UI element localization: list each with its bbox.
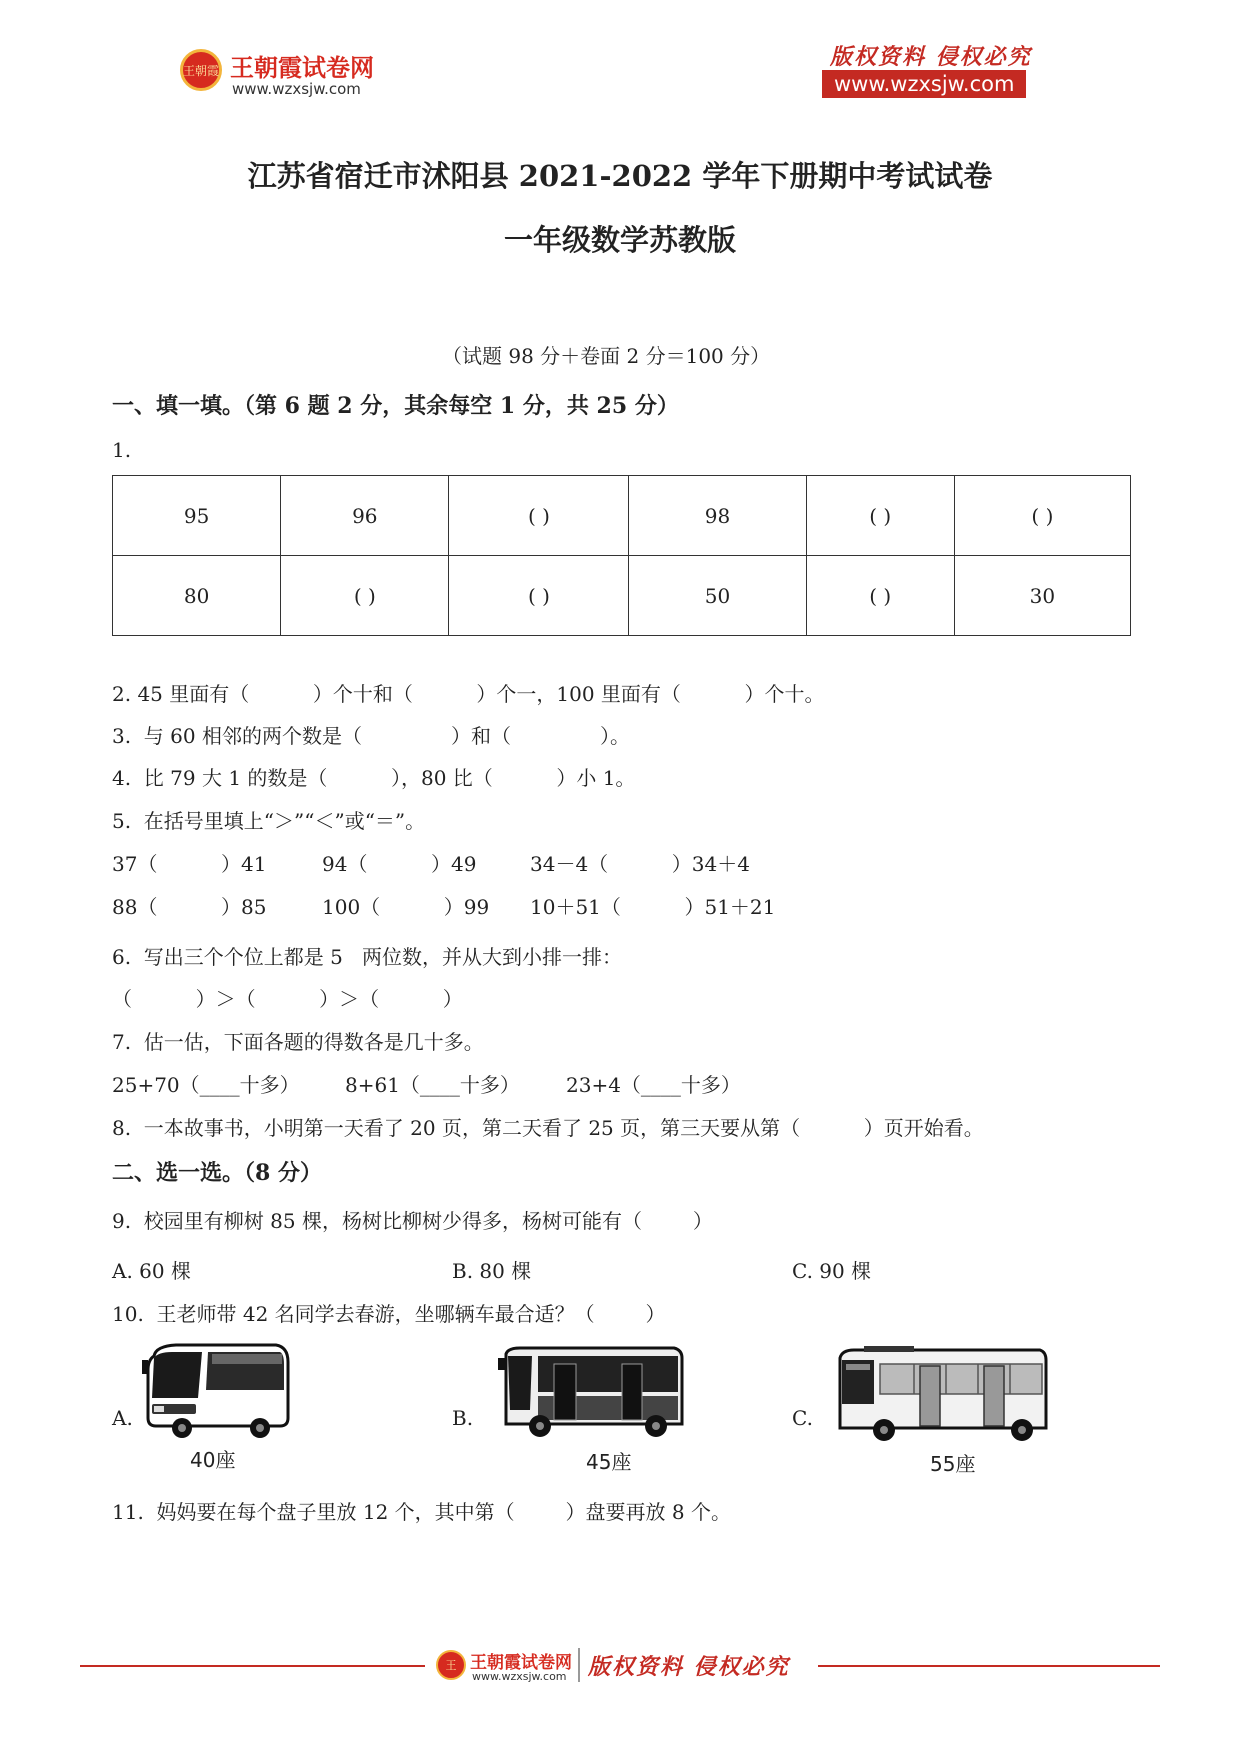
q5-item: 88（ ）85 [112,895,267,919]
question-7: 7. 估一估，下面各题的得数各是几十多。 [112,1030,484,1054]
bus-seat-label: 45座 [586,1450,632,1474]
table-cell: 50 [629,556,806,636]
table-cell: 96 [281,476,449,556]
q1-label: 1. [112,438,132,462]
table-cell[interactable]: ( ) [806,556,954,636]
footer-brand-name: 王朝霞试卷网 [470,1653,572,1673]
footer-rule-left [80,1665,425,1667]
q7-item: 8+61（____十多） [345,1073,520,1097]
table-cell: 30 [954,556,1130,636]
header-url-banner: www.wzxsjw.com [822,70,1026,98]
trolley-bus-icon [834,1344,1048,1444]
table-cell: 98 [629,476,806,556]
question-8: 8. 一本故事书，小明第一天看了 20 页，第二天看了 25 页，第三天要从第（ ）页开始看。 [112,1116,984,1140]
q1-number-table [112,475,1131,636]
bus-option-letter[interactable]: B. [452,1406,474,1430]
footer-logo-seal: 王 [436,1650,466,1680]
q5-item: 94（ ）49 [322,852,477,876]
table-row [113,476,1131,556]
q7-item: 25+70（____十多） [112,1073,300,1097]
table-cell[interactable]: ( ) [281,556,449,636]
table-cell[interactable]: ( ) [449,556,629,636]
question-5: 5. 在括号里填上“＞”“＜”或“＝”。 [112,809,426,833]
coach-bus-icon [142,1340,292,1440]
exam-title: 江苏省宿迁市沭阳县 2021-2022 学年下册期中考试试卷 [247,159,993,193]
question-4: 4. 比 79 大 1 的数是（ ），80 比（ ）小 1。 [112,766,636,790]
city-bus-icon [498,1344,684,1440]
table-cell: 95 [113,476,281,556]
q5-item: 37（ ）41 [112,852,267,876]
table-cell[interactable]: ( ) [806,476,954,556]
footer-divider [578,1648,580,1682]
brand-url: www.wzxsjw.com [232,80,361,98]
q5-item: 10＋51（ ）51＋21 [530,895,776,919]
question-10: 10. 王老师带 42 名同学去春游，坐哪辆车最合适？（ ） [112,1302,666,1326]
bus-seat-label: 55座 [930,1452,976,1476]
question-2: 2. 45 里面有（ ）个十和（ ）个一，100 里面有（ ）个十。 [112,682,825,706]
footer-slogan: 版权资料 侵权必究 [588,1654,790,1680]
bus-option-letter[interactable]: A. [112,1406,133,1430]
footer-brand-url: www.wzxsjw.com [472,1670,567,1683]
table-cell: 80 [113,556,281,636]
option-b[interactable]: B. 80 棵 [452,1259,532,1283]
q5-item: 100（ ）99 [322,895,490,919]
question-11: 11. 妈妈要在每个盘子里放 12 个，其中第（ ）盘要再放 8 个。 [112,1500,731,1524]
question-9: 9. 校园里有柳树 85 棵，杨树比柳树少得多，杨树可能有（ ） [112,1209,713,1233]
table-row [113,556,1131,636]
section1-heading: 一、填一填。（第 6 题 2 分，其余每空 1 分，共 25 分） [112,393,679,419]
section2-heading: 二、选一选。（8 分） [112,1160,322,1186]
q5-item: 34－4（ ）34＋4 [530,852,750,876]
brand-name: 王朝霞试卷网 [230,54,374,82]
table-cell[interactable]: ( ) [954,476,1130,556]
option-c[interactable]: C. 90 棵 [792,1259,872,1283]
bus-option-letter[interactable]: C. [792,1406,813,1430]
q6-blanks: （ ）＞（ ）＞（ ） [112,987,463,1011]
option-a[interactable]: A. 60 棵 [112,1259,191,1283]
question-6: 6. 写出三个个位上都是 5 两位数，并从大到小排一排： [112,945,622,969]
copyright-slogan: 版权资料 侵权必究 [830,44,1032,70]
q7-item: 23+4（____十多） [566,1073,741,1097]
footer-rule-right [818,1665,1160,1667]
brand-logo-seal: 王朝霞 [180,49,222,91]
question-3: 3. 与 60 相邻的两个数是（ ）和（ ）。 [112,724,630,748]
score-note: （试题 98 分＋卷面 2 分＝100 分） [442,344,771,368]
bus-seat-label: 40座 [190,1448,236,1472]
exam-subtitle: 一年级数学苏教版 [503,223,736,257]
table-cell[interactable]: ( ) [449,476,629,556]
